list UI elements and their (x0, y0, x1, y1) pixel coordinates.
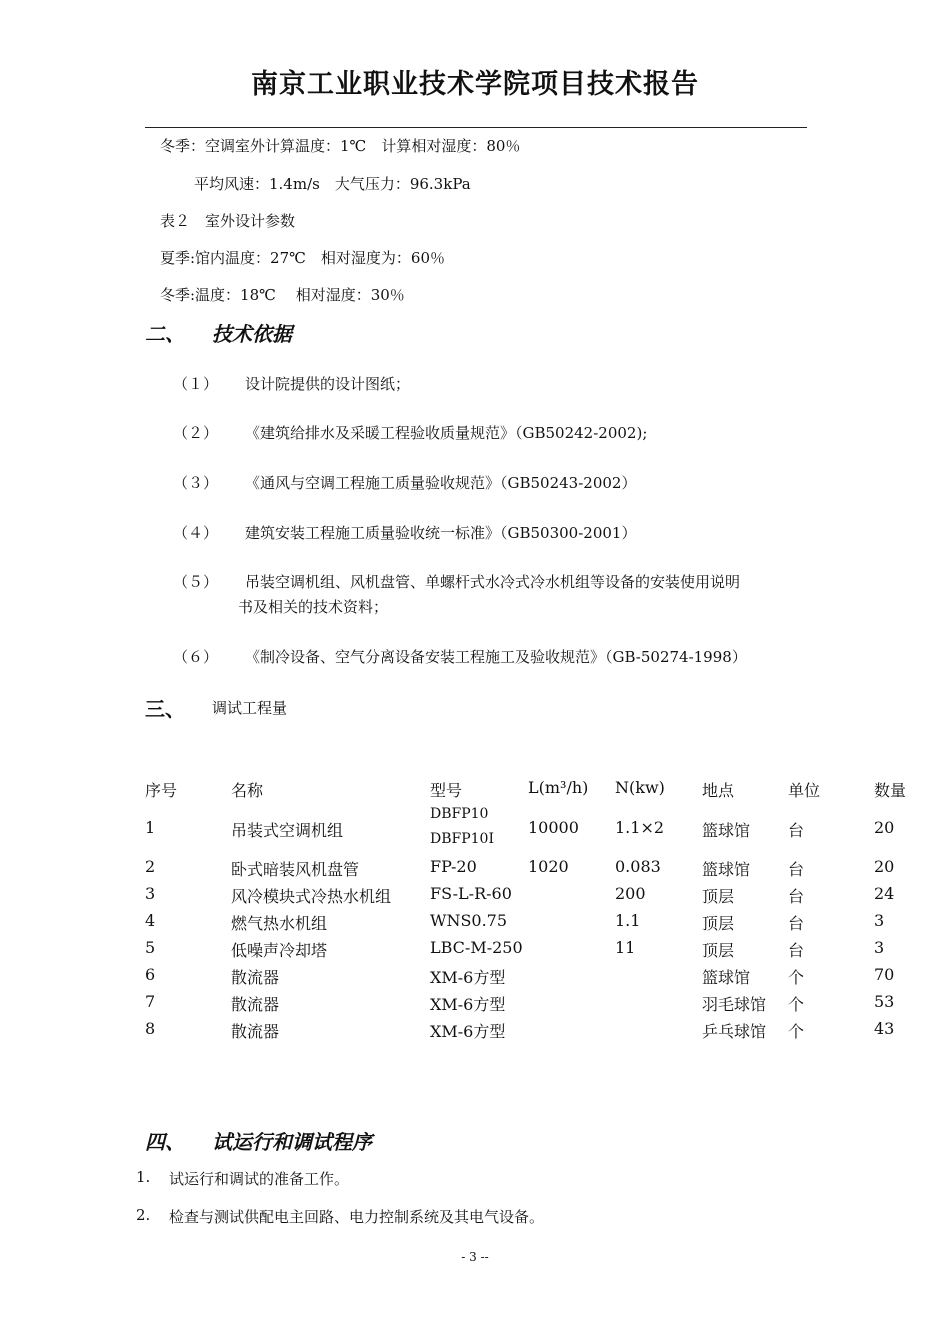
basis-item-1-text: 设计院提供的设计图纸； (245, 375, 411, 393)
table-cell: 2 (145, 857, 156, 876)
table-cell: DBFP10 (430, 806, 489, 822)
section4-number: 四、 (145, 1130, 185, 1154)
table-cell: 个 (788, 995, 805, 1014)
table-cell: 10000 (528, 818, 579, 837)
table-cell: 8 (145, 1019, 156, 1038)
table-cell: 燃气热水机组 (231, 914, 328, 933)
procedure-item-2-num: 2. (136, 1206, 151, 1224)
table-cell: 1020 (528, 857, 569, 876)
section3-title: 调试工程量 (212, 699, 288, 717)
table-cell: 3 (874, 938, 885, 957)
table-cell: LBC-M-250 (430, 938, 523, 957)
section2-number: 二、 (145, 322, 185, 346)
table-cell: 篮球馆 (702, 821, 751, 840)
table-header-location: 地点 (702, 781, 735, 800)
table-cell: 顶层 (702, 914, 735, 933)
table-cell: 吊装式空调机组 (231, 821, 344, 840)
table-cell: 20 (874, 857, 895, 876)
table-cell: 台 (788, 860, 805, 879)
table-cell: DBFP10I (430, 831, 494, 847)
procedure-item-1-text: 试运行和调试的准备工作。 (169, 1170, 350, 1188)
basis-item-4-text: 建筑安装工程施工质量验收统一标准》（GB50300-2001） (245, 524, 637, 542)
table-cell: 1.1×2 (615, 818, 665, 837)
table-cell: 散流器 (231, 995, 280, 1014)
table-cell: WNS0.75 (430, 911, 508, 930)
table-cell: 200 (615, 884, 646, 903)
basis-item-6-text: 《制冷设备、空气分离设备安装工程施工及验收规范》（GB-50274-1998） (245, 648, 747, 666)
table-cell: 台 (788, 821, 805, 840)
table-cell: 散流器 (231, 968, 280, 987)
page-title: 南京工业职业技术学院项目技术报告 (251, 69, 699, 100)
table-cell: 53 (874, 992, 895, 1011)
table-cell: 20 (874, 818, 895, 837)
basis-item-2-num: （２） (173, 424, 219, 442)
procedure-item-1-num: 1. (136, 1168, 151, 1186)
table-cell: 台 (788, 887, 805, 906)
table-cell: 顶层 (702, 941, 735, 960)
table-cell: 篮球馆 (702, 968, 751, 987)
table-header-power: N(kw) (615, 778, 665, 797)
basis-item-5-text: 吊装空调机组、风机盘管、单螺杆式水冷式冷水机组等设备的安装使用说明 (245, 573, 741, 591)
table-cell: 4 (145, 911, 156, 930)
table-cell: 6 (145, 965, 156, 984)
table-cell: 11 (615, 938, 636, 957)
table-cell: 3 (874, 911, 885, 930)
basis-item-3-num: （３） (173, 474, 219, 492)
header-rule (145, 127, 807, 128)
wind-pressure-params: 平均风速：1.4m/s 大气压力：96.3kPa (194, 175, 471, 193)
table-cell: 1 (145, 818, 156, 837)
basis-item-4-num: （４） (173, 524, 219, 542)
table-cell: 风冷模块式冷热水机组 (231, 887, 392, 906)
table-cell: 个 (788, 968, 805, 987)
basis-item-3-text: 《通风与空调工程施工质量验收规范》（GB50243-2002） (245, 474, 637, 492)
table-caption: 表２ 室外设计参数 (160, 212, 296, 230)
table-cell: 1.1 (615, 911, 641, 930)
table-cell: 个 (788, 1022, 805, 1041)
table-header-airflow: L(m³/h) (528, 778, 589, 797)
table-cell: 卧式暗装风机盘管 (231, 860, 360, 879)
table-cell: FP-20 (430, 857, 477, 876)
table-cell: 台 (788, 914, 805, 933)
table-cell: 0.083 (615, 857, 661, 876)
table-cell: 台 (788, 941, 805, 960)
table-header-index: 序号 (145, 781, 178, 800)
table-cell: XM-6方型 (430, 995, 506, 1014)
section2-title: 技术依据 (212, 322, 292, 346)
table-header-model: 型号 (430, 781, 463, 800)
basis-item-6-num: （６） (173, 648, 219, 666)
table-cell: 羽毛球馆 (702, 995, 767, 1014)
basis-item-2-text: 《建筑给排水及采暖工程验收质量规范》（GB50242-2002); (245, 424, 648, 442)
summer-indoor-params: 夏季:馆内温度：27℃ 相对湿度为：60％ (160, 249, 446, 267)
table-header-quantity: 数量 (874, 781, 907, 800)
winter-indoor-params: 冬季:温度：18℃ 相对湿度：30％ (160, 286, 405, 304)
page-number: - 3 -- (461, 1250, 489, 1264)
table-cell: 43 (874, 1019, 895, 1038)
basis-item-5-text-cont: 书及相关的技术资料； (238, 598, 389, 616)
section4-title: 试运行和调试程序 (212, 1130, 372, 1154)
basis-item-1-num: （１） (173, 375, 219, 393)
section3-number: 三、 (145, 697, 185, 721)
table-cell: 篮球馆 (702, 860, 751, 879)
table-cell: 7 (145, 992, 156, 1011)
table-cell: XM-6方型 (430, 1022, 506, 1041)
table-cell: FS-L-R-60 (430, 884, 512, 903)
table-cell: 顶层 (702, 887, 735, 906)
basis-item-5-num: （５） (173, 573, 219, 591)
table-cell: 24 (874, 884, 895, 903)
winter-outdoor-params: 冬季：空调室外计算温度：1℃ 计算相对湿度：80％ (160, 137, 521, 155)
table-cell: 3 (145, 884, 156, 903)
table-cell: 散流器 (231, 1022, 280, 1041)
table-cell: 5 (145, 938, 156, 957)
table-cell: XM-6方型 (430, 968, 506, 987)
table-cell: 低噪声冷却塔 (231, 941, 328, 960)
table-cell: 70 (874, 965, 895, 984)
table-header-unit: 单位 (788, 781, 821, 800)
table-header-name: 名称 (231, 781, 264, 800)
table-cell: 乒乓球馆 (702, 1022, 767, 1041)
procedure-item-2-text: 检查与测试供配电主回路、电力控制系统及其电气设备。 (169, 1208, 545, 1226)
